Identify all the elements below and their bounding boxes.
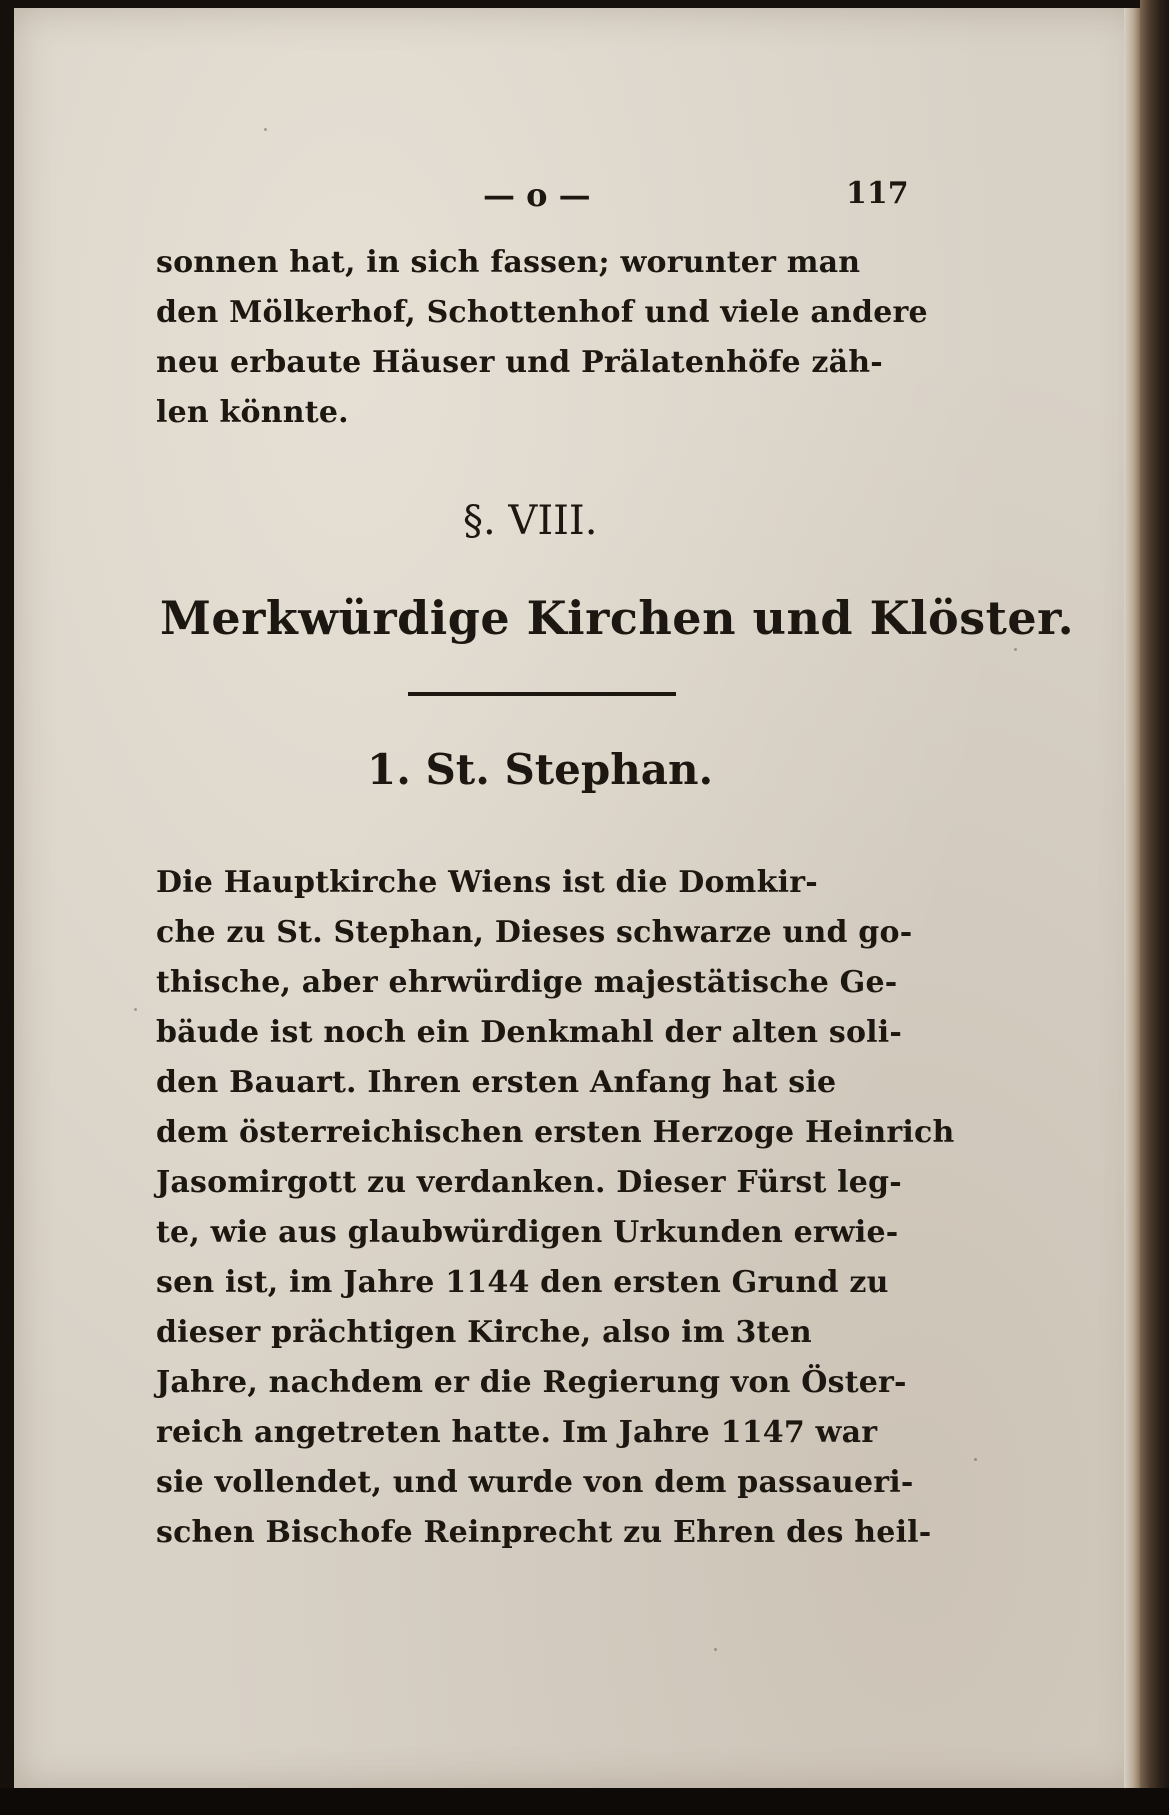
text-line: schen Bischofe Reinprecht zu Ehren des heil- xyxy=(156,1515,932,1550)
text-line: che zu St. Stephan, Dieses schwarze und go- xyxy=(156,915,913,950)
paper-speck xyxy=(714,1648,717,1651)
text-line: thische, aber ehrwürdige majestätische Ge- xyxy=(156,965,898,1000)
page-edge xyxy=(1124,8,1140,1788)
text-line: bäude ist noch ein Denkmahl der alten soli- xyxy=(156,1015,903,1050)
section-marker: §. VIII. xyxy=(463,498,598,544)
running-head: — o — xyxy=(483,176,591,214)
text-line: den Bauart. Ihren ersten Anfang hat sie xyxy=(156,1065,837,1100)
paper-speck xyxy=(264,128,267,131)
text-line: te, wie aus glaubwürdigen Urkunden erwie- xyxy=(156,1215,899,1250)
scan-bottom-edge xyxy=(0,1788,1169,1815)
text-line: reich angetreten hatte. Im Jahre 1147 war xyxy=(156,1415,878,1450)
section-title: Merkwürdige Kirchen und Klöster. xyxy=(160,591,1075,645)
subsection-heading: 1. St. Stephan. xyxy=(367,745,714,794)
paper-speck xyxy=(1014,648,1017,651)
text-line: Die Hauptkirche Wiens ist die Domkir- xyxy=(156,865,818,900)
text-line: len könnte. xyxy=(156,395,349,430)
text-line: Jahre, nachdem er die Regierung von Öster- xyxy=(156,1365,907,1400)
text-line: sie vollendet, und wurde von dem passaueri- xyxy=(156,1465,914,1500)
divider-rule xyxy=(408,692,676,696)
book-spine xyxy=(1140,0,1169,1815)
text-line: den Mölkerhof, Schottenhof und viele andere xyxy=(156,295,928,330)
text-line: Jasomirgott zu verdanken. Dieser Fürst leg- xyxy=(156,1165,902,1200)
paper-speck xyxy=(974,1458,977,1461)
text-line: dem österreichischen ersten Herzoge Heinrich xyxy=(156,1115,955,1150)
text-line: dieser prächtigen Kirche, also im 3ten xyxy=(156,1315,812,1350)
text-line: sen ist, im Jahre 1144 den ersten Grund zu xyxy=(156,1265,889,1300)
page-number: 117 xyxy=(846,176,909,211)
text-line: sonnen hat, in sich fassen; worunter man xyxy=(156,245,861,280)
text-line: neu erbaute Häuser und Prälatenhöfe zäh- xyxy=(156,345,883,380)
paper-speck xyxy=(134,1008,137,1011)
